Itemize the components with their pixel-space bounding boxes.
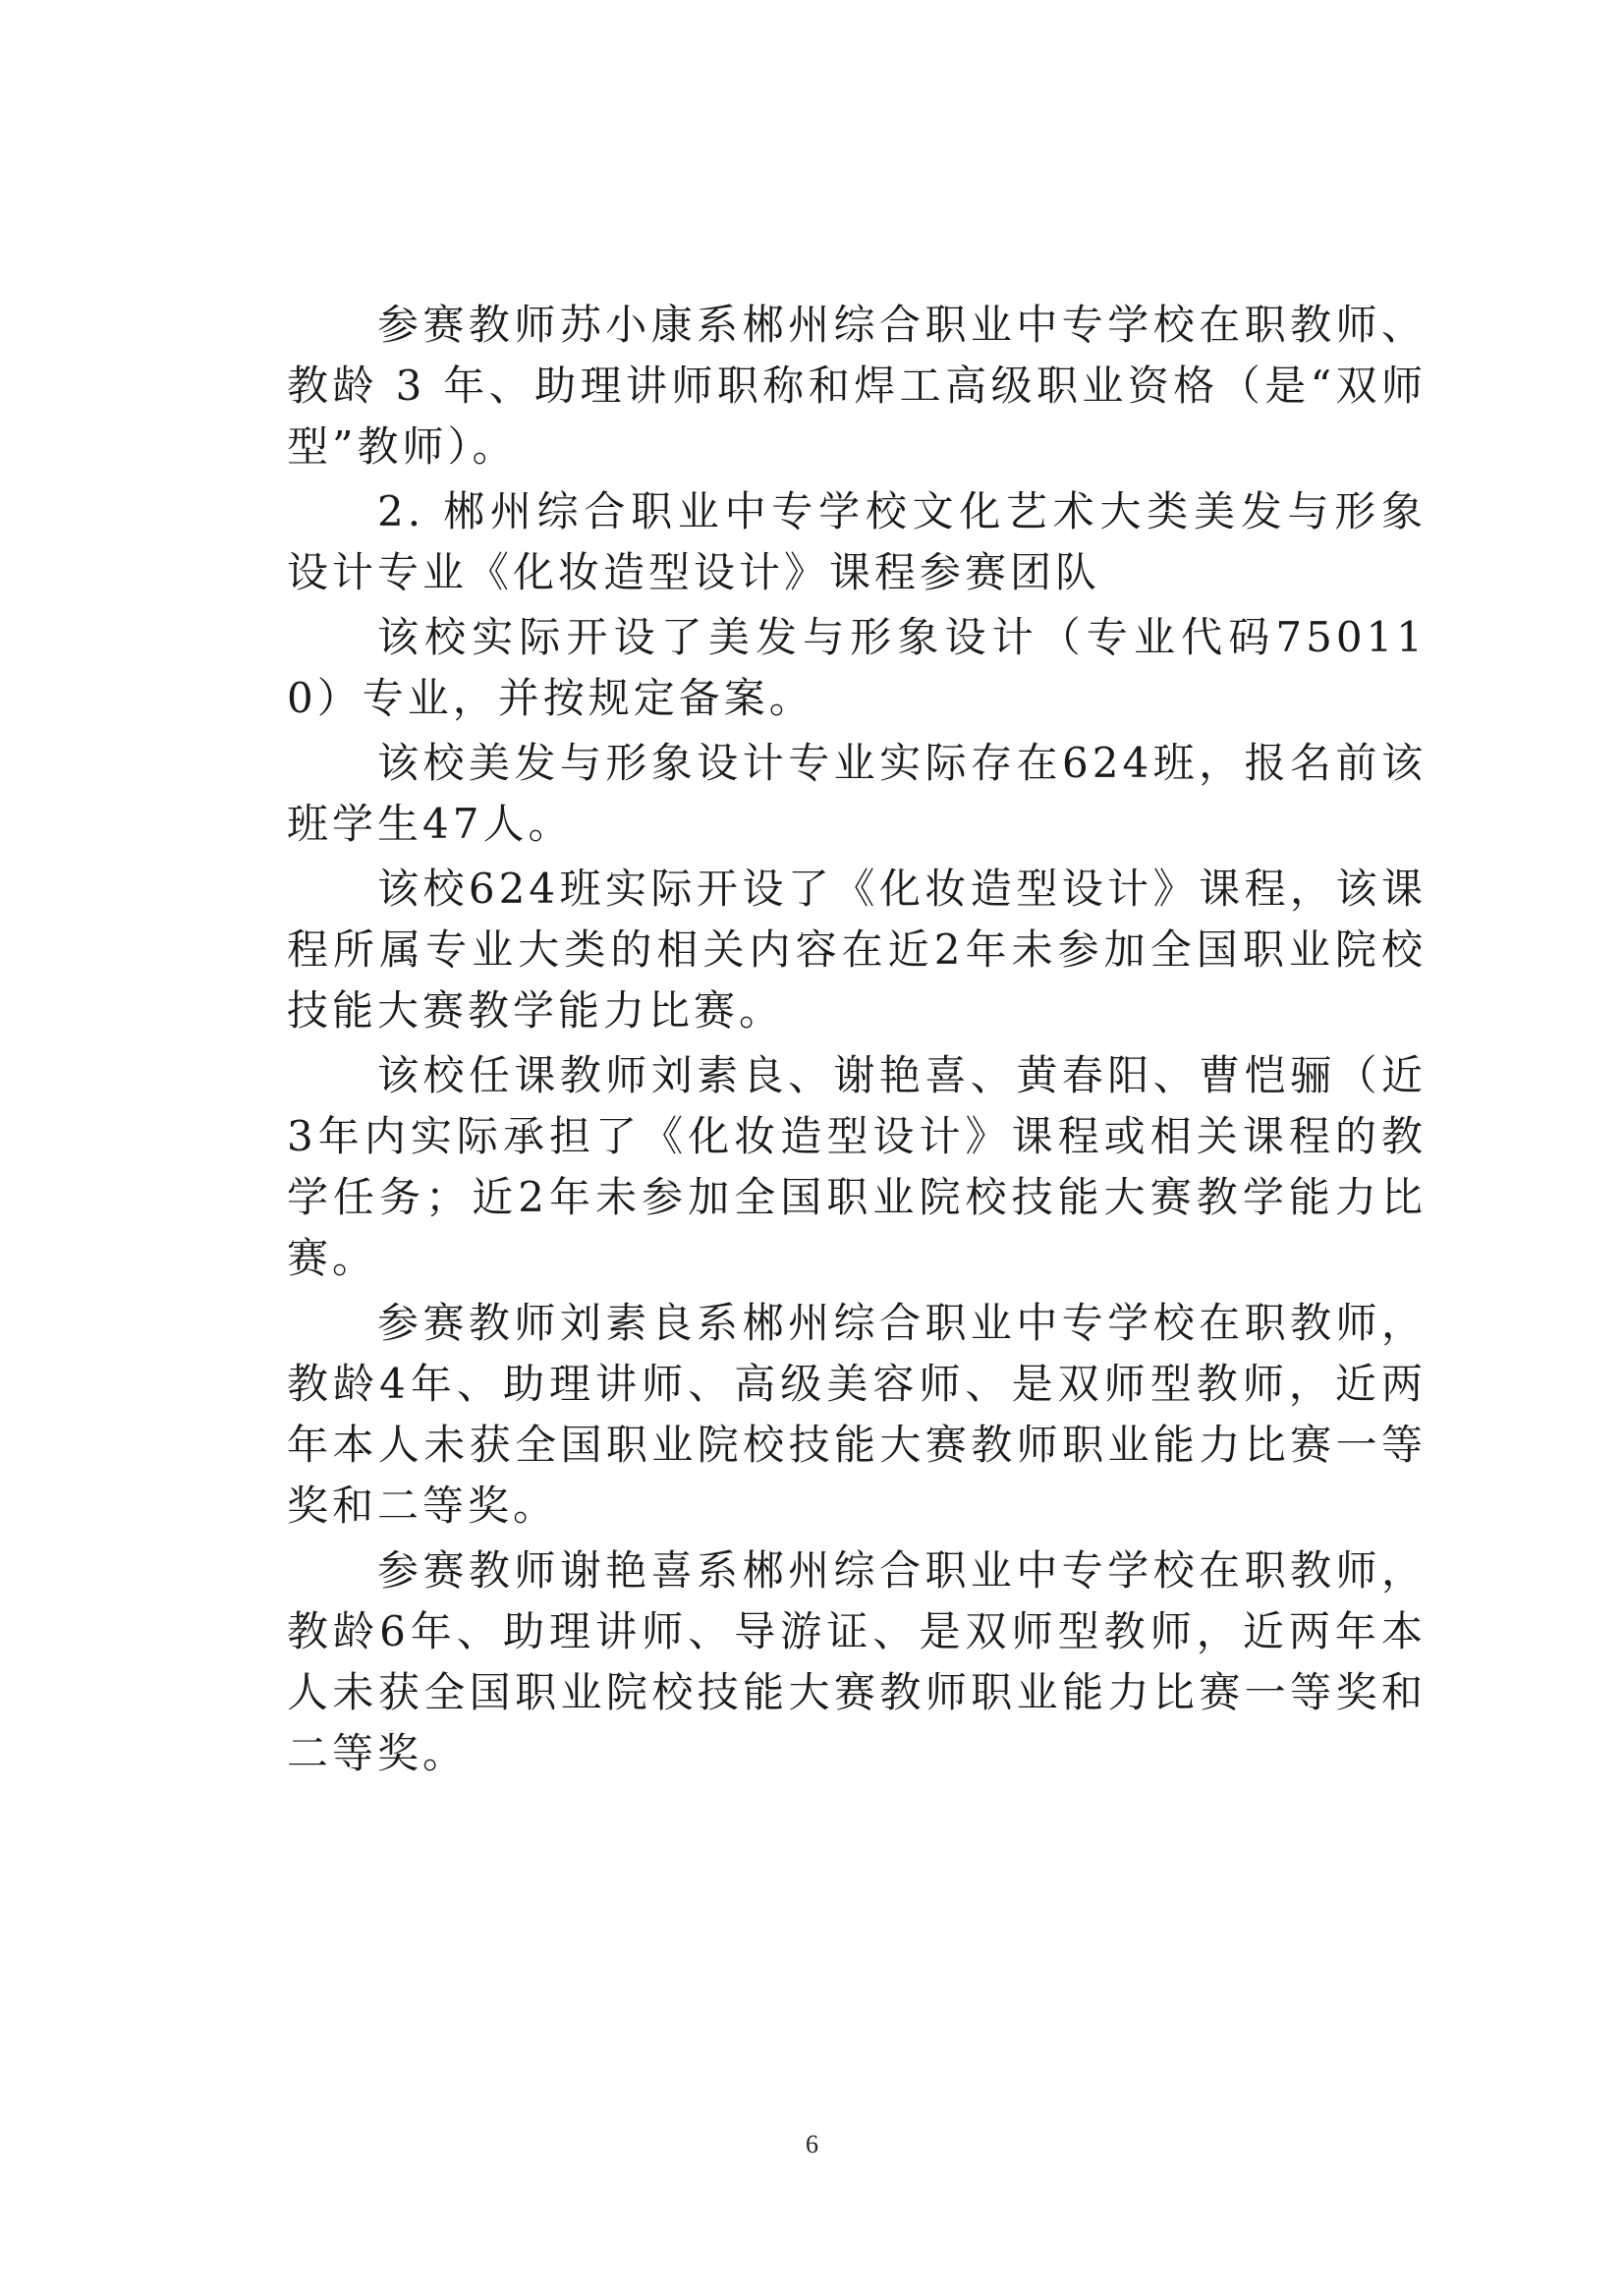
paragraph-major-setup: 该校实际开设了美发与形象设计（专业代码750110）专业，并按规定备案。 <box>287 613 1427 722</box>
paragraph-team-heading: 2. 郴州综合职业中专学校文化艺术大类美发与形象设计专业《化妆造型设计》课程参赛团队 <box>287 487 1427 596</box>
paragraph-liu-suliang: 参赛教师刘素良系郴州综合职业中专学校在职教师，教龄4年、助理讲师、高级美容师、是双师型教师，近两年本人未获全国职业院校技能大赛教师职业能力比赛一等奖和二等奖。 <box>287 1299 1427 1530</box>
page-number: 6 <box>806 2130 818 2158</box>
paragraph-xie-yanxi: 参赛教师谢艳喜系郴州综合职业中专学校在职教师，教龄6年、助理讲师、导游证、是双师型教师，近两年本人未获全国职业院校技能大赛教师职业能力比赛一等奖和二等奖。 <box>287 1546 1427 1777</box>
paragraph-course: 该校624班实际开设了《化妆造型设计》课程，该课程所属专业大类的相关内容在近2年未参加全国职业院校技能大赛教学能力比赛。 <box>287 865 1427 1035</box>
paragraph-class-size: 该校美发与形象设计专业实际存在624班，报名前该班学生47人。 <box>287 739 1427 848</box>
body-text <box>287 295 1427 1788</box>
paragraph-teachers: 该校任课教师刘素良、谢艳喜、黄春阳、曹恺骊（近3年内实际承担了《化妆造型设计》课程或相关课程的教学任务；近2年未参加全国职业院校技能大赛教学能力比赛。 <box>287 1051 1427 1282</box>
paragraph-su-xiaokang: 参赛教师苏小康系郴州综合职业中专学校在职教师、教龄 3 年、助理讲师职称和焊工高级职业资格（是“双师型”教师）。 <box>287 301 1427 471</box>
